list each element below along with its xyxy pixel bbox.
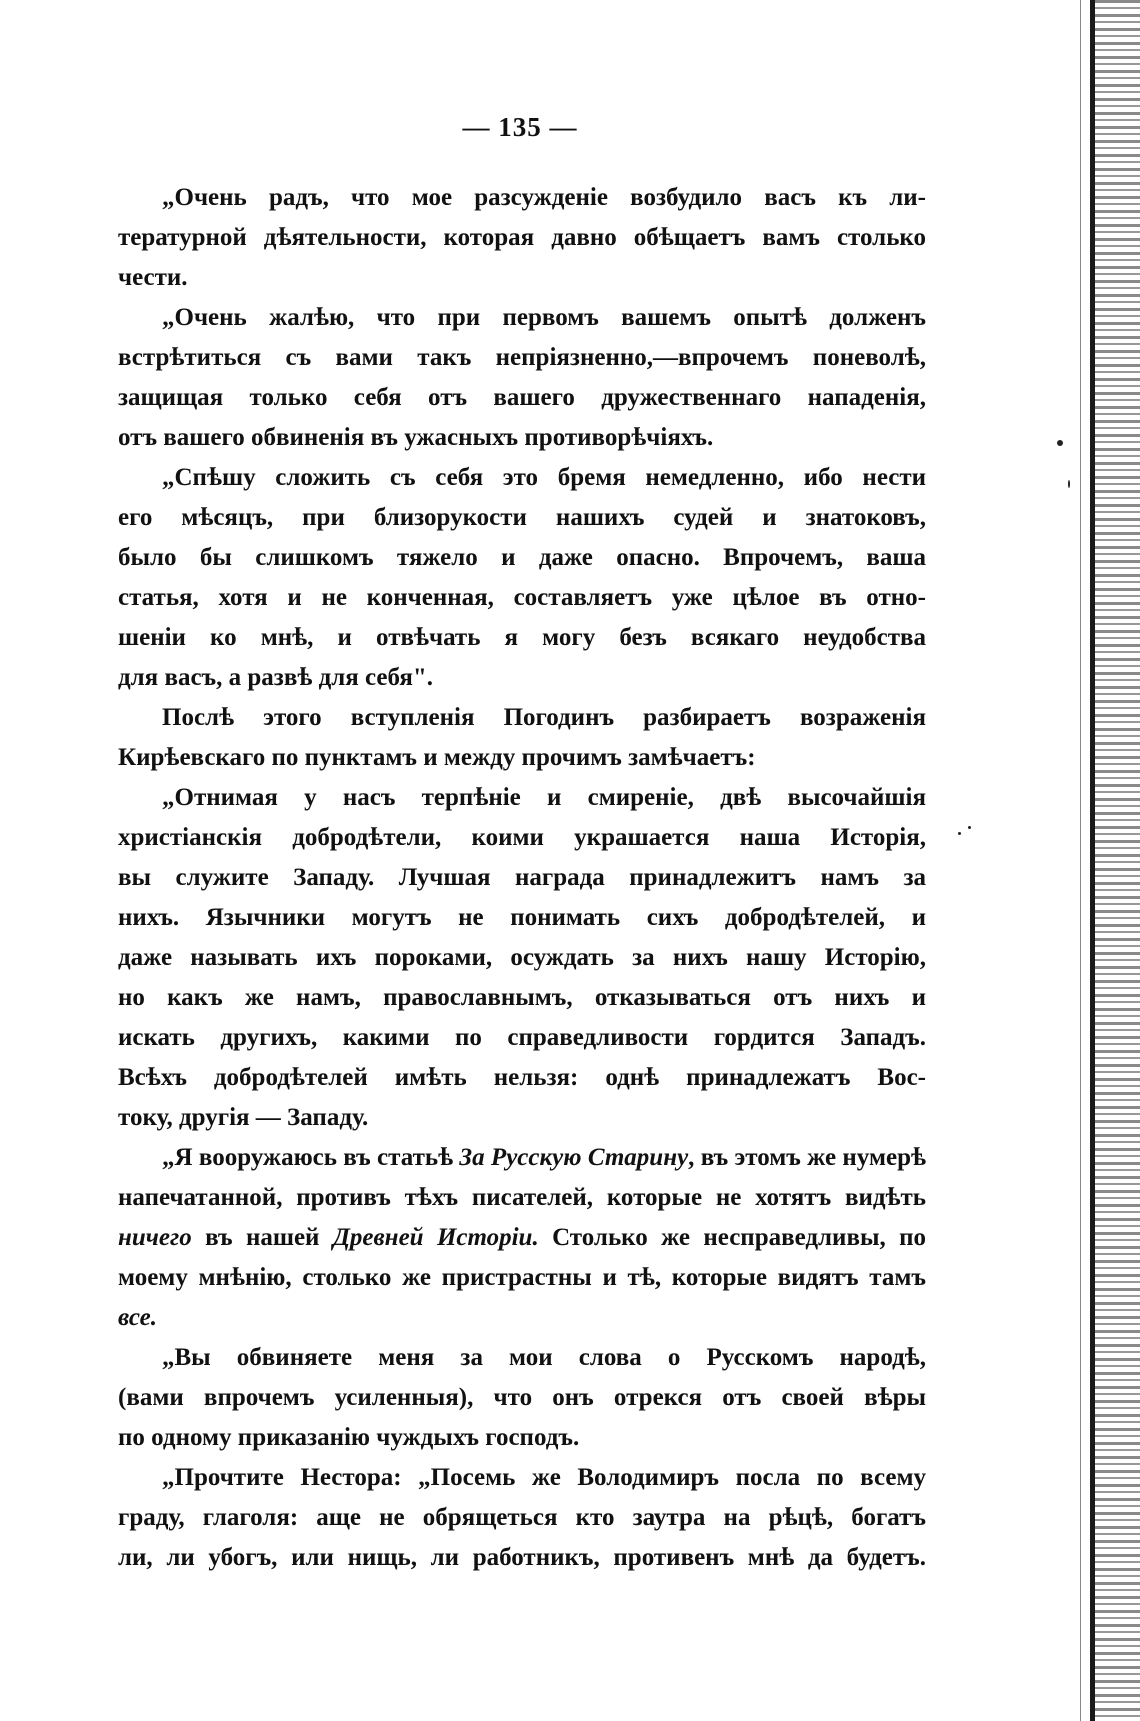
article-title: За Русскую Старину bbox=[459, 1144, 689, 1171]
text-line: но какъ же намъ, православнымъ, отказываться отъ нихъ и bbox=[118, 984, 926, 1011]
text-line: даже называть ихъ пороками, осуждать за нихъ нашу Исторію, bbox=[118, 944, 926, 971]
text-line: „Спѣшу сложить съ себя это бремя немедленно, ибо нести bbox=[162, 464, 926, 491]
emphasis: Древней Исторіи. bbox=[332, 1224, 539, 1251]
text-line: Послѣ этого вступленія Погодинъ разбираетъ возраженія bbox=[162, 704, 926, 731]
text-line: „Вы обвиняете меня за мои слова о Русскомъ народѣ, bbox=[162, 1344, 926, 1371]
text-line: шеніи ко мнѣ, и отвѣчать я могу безъ всякаго неудобства bbox=[118, 624, 926, 651]
paragraph-2 bbox=[118, 298, 926, 458]
text-run: въ нашей bbox=[191, 1224, 333, 1251]
text-line: Всѣхъ добродѣтелей имѣть нельзя: однѣ принадлежатъ Вос- bbox=[118, 1064, 926, 1091]
binding-rule-thin bbox=[1080, 0, 1081, 1721]
text-line: Кирѣевскаго по пунктамъ и между прочимъ замѣчаетъ: bbox=[118, 744, 756, 771]
text-line: (вами впрочемъ усиленныя), что онъ отрекся отъ своей вѣры bbox=[118, 1384, 926, 1411]
emphasis: все. bbox=[118, 1304, 157, 1331]
text-line: отъ вашего обвиненія въ ужасныхъ противорѣчіяхъ. bbox=[118, 424, 714, 451]
text-line: искать другихъ, какими по справедливости гордится Западъ. bbox=[118, 1024, 926, 1051]
text-line: ли, ли убогъ, или нищь, ли работникъ, противенъ мнѣ да будетъ. bbox=[118, 1544, 926, 1571]
text-line: защищая только себя отъ вашего дружественнаго нападенія, bbox=[118, 384, 926, 411]
text-line: для васъ, а развѣ для себя". bbox=[118, 664, 434, 691]
text-line: статья, хотя и не конченная, составляетъ уже цѣлое въ отно- bbox=[118, 584, 926, 611]
paragraph-4 bbox=[118, 698, 926, 778]
paragraph-5 bbox=[118, 778, 926, 1138]
text-line: его мѣсяцъ, при близорукости нашихъ судей и знатоковъ, bbox=[118, 504, 926, 531]
scan-speck bbox=[1068, 480, 1070, 488]
page-binding-edge bbox=[980, 0, 1140, 1721]
text-line: нихъ. Язычники могутъ не понимать сихъ добродѣтелей, и bbox=[118, 904, 926, 931]
text-run: „Я вооружаюсь въ статьѣ bbox=[162, 1144, 460, 1171]
binding-shadow bbox=[1095, 0, 1140, 1721]
page-number: — 135 — bbox=[462, 112, 578, 142]
scan-speck bbox=[1057, 440, 1063, 446]
scan-speck bbox=[968, 826, 971, 829]
text-line: христіанскія добродѣтели, коими украшается наша Исторія, bbox=[118, 824, 926, 851]
body-text bbox=[118, 178, 926, 1578]
paragraph-8 bbox=[118, 1458, 926, 1578]
paragraph-6 bbox=[118, 1138, 926, 1338]
paragraph-1 bbox=[118, 178, 926, 298]
text-line: вы служите Западу. Лучшая награда принадлежитъ намъ за bbox=[118, 864, 926, 891]
text-line: было бы слишкомъ тяжело и даже опасно. Впрочемъ, ваша bbox=[118, 544, 926, 571]
text-line: по одному приказанію чуждыхъ господъ. bbox=[118, 1424, 580, 1451]
text-line: чести. bbox=[118, 264, 188, 291]
text-line: граду, глаголя: аще не обрящеться кто заутра на рѣцѣ, богатъ bbox=[118, 1504, 926, 1531]
text-line: „Очень радъ, что мое разсужденіе возбудило васъ къ ли- bbox=[162, 184, 926, 211]
text-line: встрѣтиться съ вами такъ непріязненно,—впрочемъ поневолѣ, bbox=[118, 344, 926, 371]
text-run: Столько же несправедливы, по моему мнѣнію, столько же пристрастны и тѣ, которые видятъ тамъ bbox=[118, 1224, 926, 1291]
emphasis: ничего bbox=[118, 1224, 192, 1251]
text-line: тературной дѣятельности, которая давно обѣщаетъ вамъ столько bbox=[118, 224, 926, 251]
scan-speck bbox=[958, 832, 961, 835]
paragraph-3 bbox=[118, 458, 926, 698]
text-line: „Прочтите Нестора: „Посемь же Володимиръ посла по всему bbox=[162, 1464, 926, 1491]
paragraph-7 bbox=[118, 1338, 926, 1458]
text-line: току, другія — Западу. bbox=[118, 1104, 369, 1131]
text-run: , въ этомъ же нумерѣ напечатанной, противъ тѣхъ писателей, которые не хотятъ видѣть bbox=[118, 1144, 926, 1211]
text-line: „Отнимая у насъ терпѣніе и смиреніе, двѣ высочайшія bbox=[162, 784, 926, 811]
text-line: „Очень жалѣю, что при первомъ вашемъ опытѣ долженъ bbox=[162, 304, 926, 331]
